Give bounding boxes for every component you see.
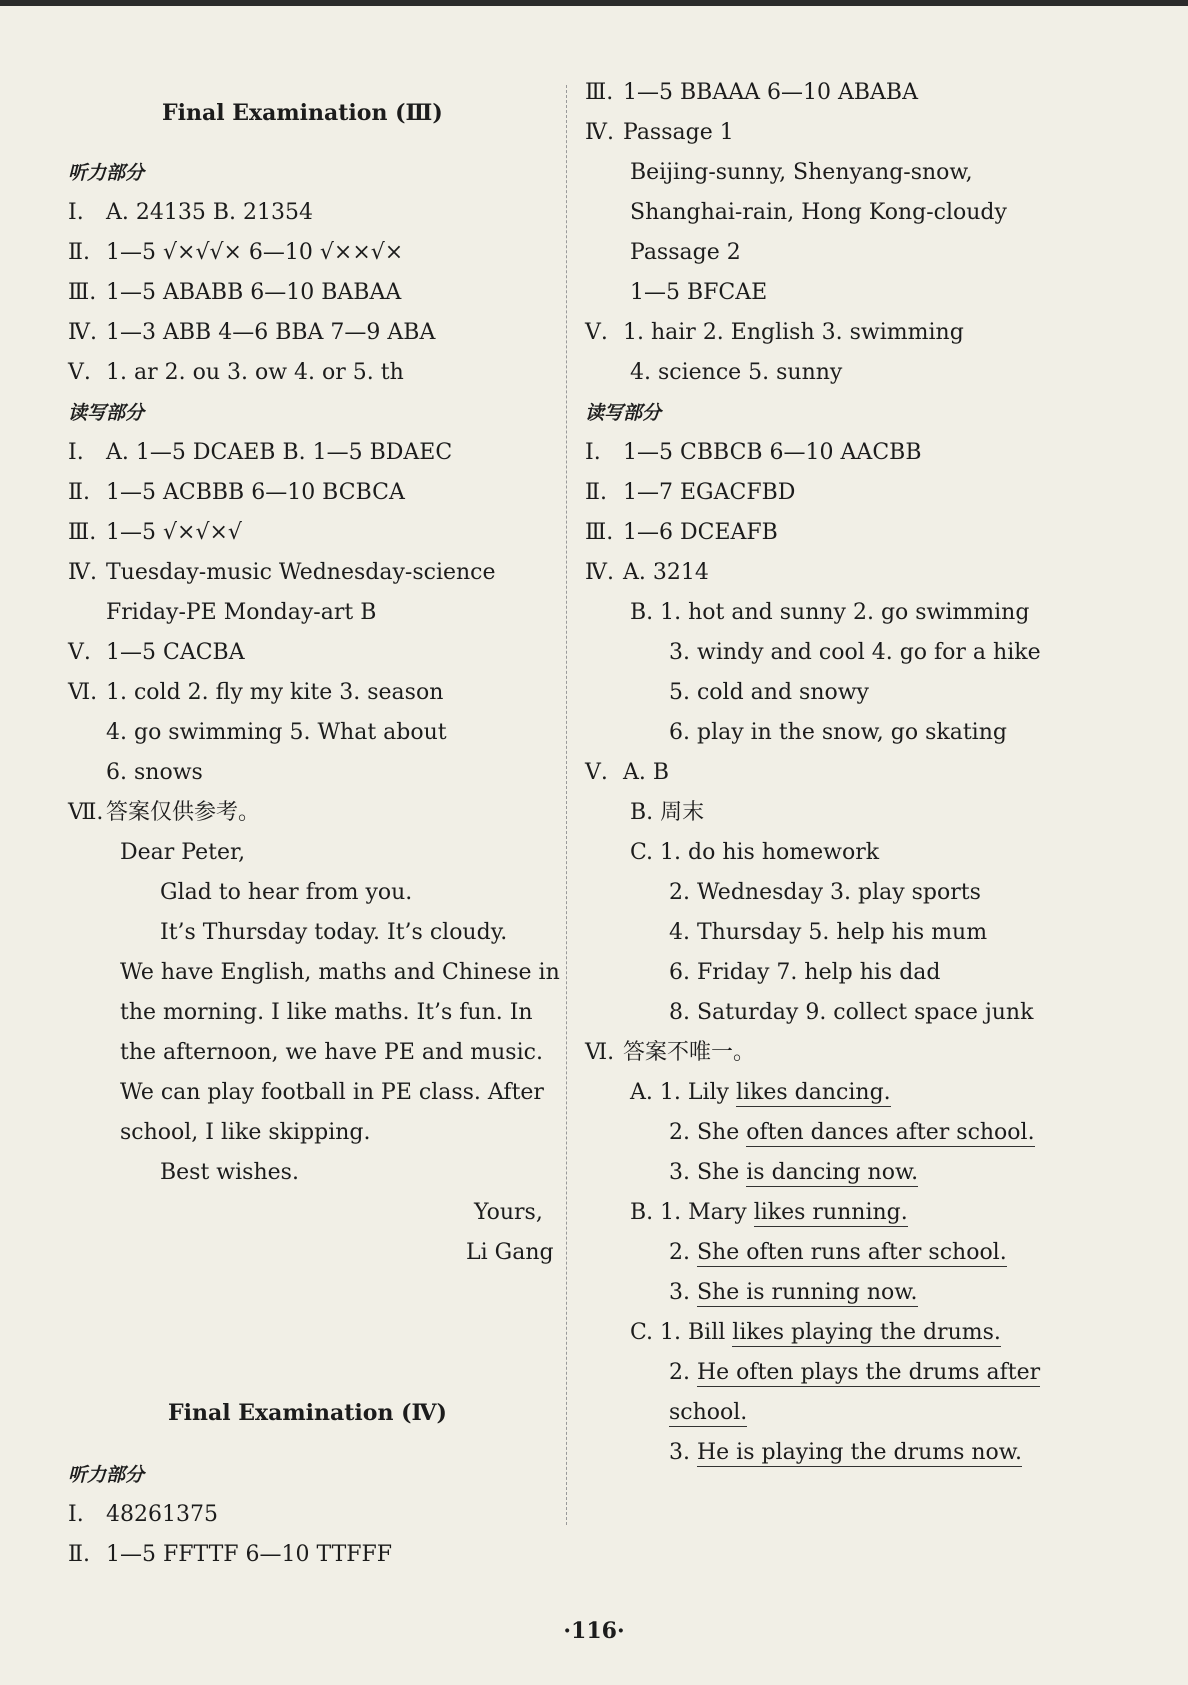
letter-yours: Yours, (474, 1200, 543, 1225)
answer-line: 4. science 5. sunny (630, 360, 843, 385)
answer-line: Ⅲ. 1—5 ABABB 6—10 BABAA (68, 280, 402, 305)
answer-line: Ⅳ. Tuesday-music Wednesday-science (68, 560, 496, 585)
letter-line: We have English, maths and Chinese in (120, 960, 560, 985)
answer-line: 2. Wednesday 3. play sports (669, 880, 981, 905)
answer-line: Ⅴ. 1—5 CACBA (68, 640, 245, 665)
answer-line: Ⅶ. 答案仅供参考。 (68, 800, 261, 825)
answer-line: Ⅳ. 1—3 ABB 4—6 BBA 7—9 ABA (68, 320, 436, 345)
answer-line: Ⅰ. 48261375 (68, 1502, 218, 1527)
answer-line: Ⅴ. 1. hair 2. English 3. swimming (585, 320, 964, 345)
answer-line: Ⅰ. A. 24135 B. 21354 (68, 200, 313, 225)
listening-heading-4: 听力部分 (68, 1464, 145, 1486)
letter-line: It’s Thursday today. It’s cloudy. (160, 920, 508, 945)
answer-line: school. (669, 1400, 748, 1425)
answer-line: Ⅰ. A. 1—5 DCAEB B. 1—5 BDAEC (68, 440, 453, 465)
answer-line: Ⅵ. 1. cold 2. fly my kite 3. season (68, 680, 444, 705)
answer-line: Ⅱ. 1—7 EGACFBD (585, 480, 796, 505)
column-divider (566, 85, 567, 1525)
letter-line: the morning. I like maths. It’s fun. In (120, 1000, 533, 1025)
answer-line: Ⅵ. 答案不唯一。 (585, 1040, 756, 1065)
answer-line: Ⅱ. 1—5 √×√√× 6—10 √××√× (68, 240, 404, 265)
top-border (0, 0, 1188, 6)
answer-line: 3. She is dancing now. (669, 1160, 919, 1185)
letter-line: Glad to hear from you. (160, 880, 413, 905)
answer-line: Ⅱ. 1—5 ACBBB 6—10 BCBCA (68, 480, 405, 505)
section-title-final-3: Final Examination (Ⅲ) (162, 100, 443, 126)
answer-line: Ⅱ. 1—5 FFTTF 6—10 TTFFF (68, 1542, 393, 1567)
reading-writing-heading-right: 读写部分 (585, 402, 662, 424)
page-number: ·116· (563, 1618, 625, 1644)
answer-line: C. 1. do his homework (630, 840, 880, 865)
answer-line: 3. He is playing the drums now. (669, 1440, 1023, 1465)
answer-line: Ⅴ. A. B (585, 760, 670, 785)
answer-line: B. 1. Mary likes running. (630, 1200, 908, 1225)
answer-line: 2. He often plays the drums after (669, 1360, 1041, 1385)
answer-line: 1—5 BFCAE (630, 280, 768, 305)
answer-line: 2. She often runs after school. (669, 1240, 1007, 1265)
letter-line: We can play football in PE class. After (120, 1080, 544, 1105)
answer-line: A. 1. Lily likes dancing. (630, 1080, 891, 1105)
answer-line: Beijing-sunny, Shenyang-snow, (630, 160, 973, 185)
section-title-final-4: Final Examination (Ⅳ) (168, 1400, 447, 1426)
answer-line: Ⅴ. 1. ar 2. ou 3. ow 4. or 5. th (68, 360, 404, 385)
answer-line: 4. Thursday 5. help his mum (669, 920, 988, 945)
letter-signature: Li Gang (466, 1240, 554, 1265)
listening-heading: 听力部分 (68, 162, 145, 184)
answer-line: B. 1. hot and sunny 2. go swimming (630, 600, 1030, 625)
letter-line: the afternoon, we have PE and music. (120, 1040, 543, 1065)
answer-line: 4. go swimming 5. What about (106, 720, 447, 745)
answer-line: Ⅲ. 1—6 DCEAFB (585, 520, 778, 545)
letter-closing: Best wishes. (160, 1160, 299, 1185)
answer-line: 2. She often dances after school. (669, 1120, 1035, 1145)
answer-line: 6. play in the snow, go skating (669, 720, 1007, 745)
answer-line: Shanghai-rain, Hong Kong-cloudy (630, 200, 1007, 225)
letter-greeting: Dear Peter, (120, 840, 246, 865)
answer-line: Ⅲ. 1—5 √×√×√ (68, 520, 242, 545)
reading-writing-heading: 读写部分 (68, 402, 145, 424)
answer-line: Ⅳ. Passage 1 (585, 120, 734, 145)
answer-line: 5. cold and snowy (669, 680, 869, 705)
answer-line: 6. snows (106, 760, 203, 785)
answer-line: 8. Saturday 9. collect space junk (669, 1000, 1034, 1025)
answer-line: B. 周末 (630, 800, 705, 825)
answer-line: Friday-PE Monday-art B (106, 600, 377, 625)
answer-line: 6. Friday 7. help his dad (669, 960, 941, 985)
answer-line: 3. windy and cool 4. go for a hike (669, 640, 1041, 665)
answer-line: Passage 2 (630, 240, 741, 265)
answer-line: Ⅲ. 1—5 BBAAA 6—10 ABABA (585, 80, 918, 105)
answer-line: C. 1. Bill likes playing the drums. (630, 1320, 1001, 1345)
letter-line: school, I like skipping. (120, 1120, 371, 1145)
answer-line: Ⅰ. 1—5 CBBCB 6—10 AACBB (585, 440, 922, 465)
answer-line: 3. She is running now. (669, 1280, 918, 1305)
answer-line: Ⅳ. A. 3214 (585, 560, 709, 585)
